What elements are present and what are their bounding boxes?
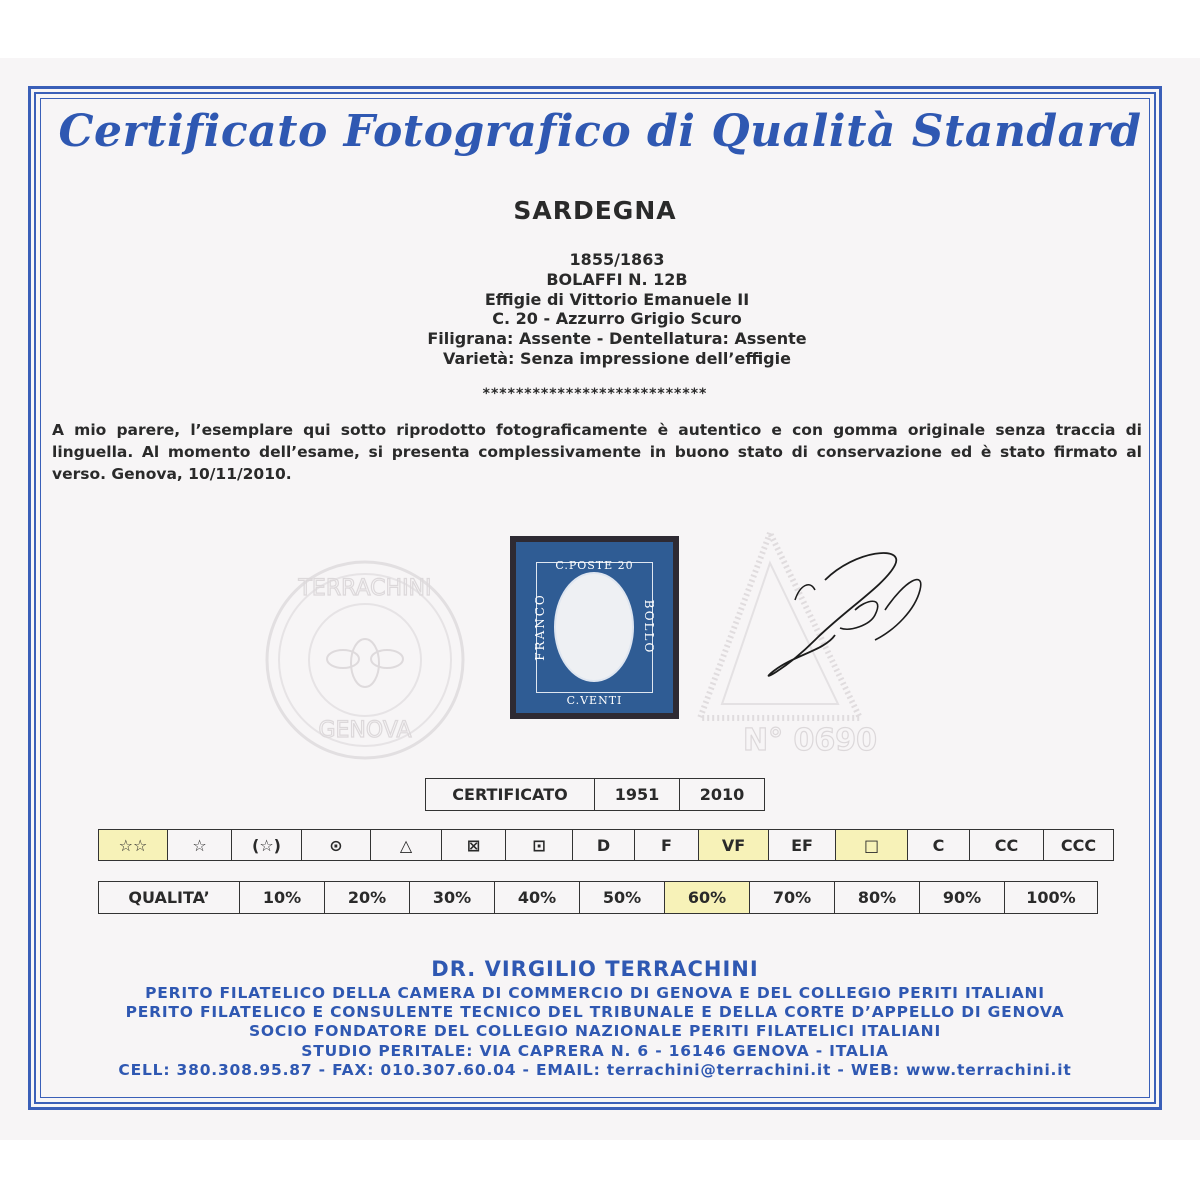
stamp-details — [0, 250, 1200, 369]
detail-catalog-number: BOLAFFI N. 12B — [546, 269, 688, 289]
quality-value-cell: 10% — [240, 882, 325, 914]
footer-line-5: CELL: 380.308.95.87 - FAX: 010.307.60.04 - EMAIL: terrachini@terrachini.it - WEB: www.terrachini.it — [118, 1060, 1072, 1079]
terrachini-embossed-seal — [255, 555, 485, 765]
condition-symbol-cell: D — [573, 830, 635, 861]
cert-year-1951: 1951 — [595, 779, 680, 811]
condition-symbol-cell: ⊙ — [302, 830, 371, 861]
detail-variety: Varietà: Senza impressione dell’effigie — [443, 348, 791, 368]
country-heading: SARDEGNA — [513, 196, 677, 225]
condition-symbol-cell: EF — [769, 830, 836, 861]
footer-line-2: PERITO FILATELICO E CONSULENTE TECNICO DEL TRIBUNALE E DELLA CORTE D’APPELLO DI GENOVA — [125, 1003, 1065, 1022]
quality-value-cell: 80% — [835, 882, 920, 914]
cert-label-cell: CERTIFICATO — [426, 779, 595, 811]
footer-line-1: PERITO FILATELICO DELLA CAMERA DI COMMERCIO DI GENOVA E DEL COLLEGIO PERITI ITALIANI — [145, 984, 1045, 1002]
seal-text-bottom: GENOVA — [318, 718, 412, 743]
footer-line-3: SOCIO FONDATORE DEL COLLEGIO NAZIONALE PERITI FILATELICI ITALIANI — [248, 1022, 942, 1041]
condition-symbol-cell: ☆☆ — [99, 830, 168, 861]
stamp-bottom-text: C.VENTI — [566, 694, 623, 707]
condition-symbol-cell: ☆ — [168, 830, 232, 861]
quality-label: QUALITA’ — [99, 882, 240, 914]
condition-symbol-cell: □ — [836, 830, 908, 861]
quality-value-cell: 90% — [920, 882, 1005, 914]
quality-value-cell: 40% — [495, 882, 580, 914]
separator-stars: *************************** — [482, 386, 708, 402]
condition-symbol-cell: ⊡ — [506, 830, 573, 861]
detail-effigy: Effigie di Vittorio Emanuele II — [484, 289, 750, 309]
stamp-left-text: FRANCO — [533, 593, 547, 661]
detail-watermark-perforation: Filigrana: Assente - Dentellatura: Assente — [427, 329, 807, 349]
condition-symbol-cell: VF — [699, 830, 769, 861]
stamp-top-text: C.POSTE 20 — [555, 559, 634, 572]
quality-value-cell: 60% — [665, 882, 750, 914]
condition-symbols-table — [98, 829, 1114, 861]
cert-year-2010: 2010 — [680, 779, 765, 811]
stamp-blank-oval — [554, 572, 634, 682]
condition-symbol-cell: CCC — [1044, 830, 1114, 861]
condition-symbol-cell: ⊠ — [442, 830, 506, 861]
detail-value-color: C. 20 - Azzurro Grigio Scuro — [492, 309, 742, 329]
quality-value-cell: 100% — [1005, 882, 1098, 914]
quality-value-cell: 30% — [410, 882, 495, 914]
quality-value-cell: 70% — [750, 882, 835, 914]
quality-percent-table — [98, 881, 1098, 914]
expert-footer — [0, 954, 1190, 1080]
condition-symbol-cell: C — [908, 830, 970, 861]
expert-opinion-paragraph: A mio parere, l’esemplare qui sotto riprodotto fotograficamente è autentico e con gomma originale senza traccia di linguella. Al momento dell’esame, si presenta complessivamente in buono stato di conservazione ed è stato firmato al verso. Genova, 10/11/2010. — [52, 421, 1142, 483]
seal-text-top: TERRACHINI — [298, 576, 432, 601]
condition-symbol-cell: F — [635, 830, 699, 861]
detail-years: 1855/1863 — [569, 250, 665, 269]
certificate-years-table — [425, 778, 765, 811]
stamp-photo — [510, 536, 679, 719]
condition-symbol-cell: (☆) — [232, 830, 302, 861]
seal-number: N° 0690 — [742, 723, 878, 758]
footer-line-4: STUDIO PERITALE: VIA CAPRERA N. 6 - 16146 GENOVA - ITALIA — [301, 1041, 889, 1060]
handwritten-signature — [755, 540, 935, 690]
condition-symbol-cell: CC — [970, 830, 1044, 861]
certificate-title: Certificato Fotografico di Qualità Standard — [58, 106, 1142, 157]
quality-value-cell: 20% — [325, 882, 410, 914]
stamp-right-text: BOLLO — [642, 599, 656, 655]
stamp-body — [516, 542, 673, 713]
expert-name: DR. VIRGILIO TERRACHINI — [431, 957, 759, 981]
condition-symbol-cell: △ — [371, 830, 442, 861]
quality-value-cell: 50% — [580, 882, 665, 914]
